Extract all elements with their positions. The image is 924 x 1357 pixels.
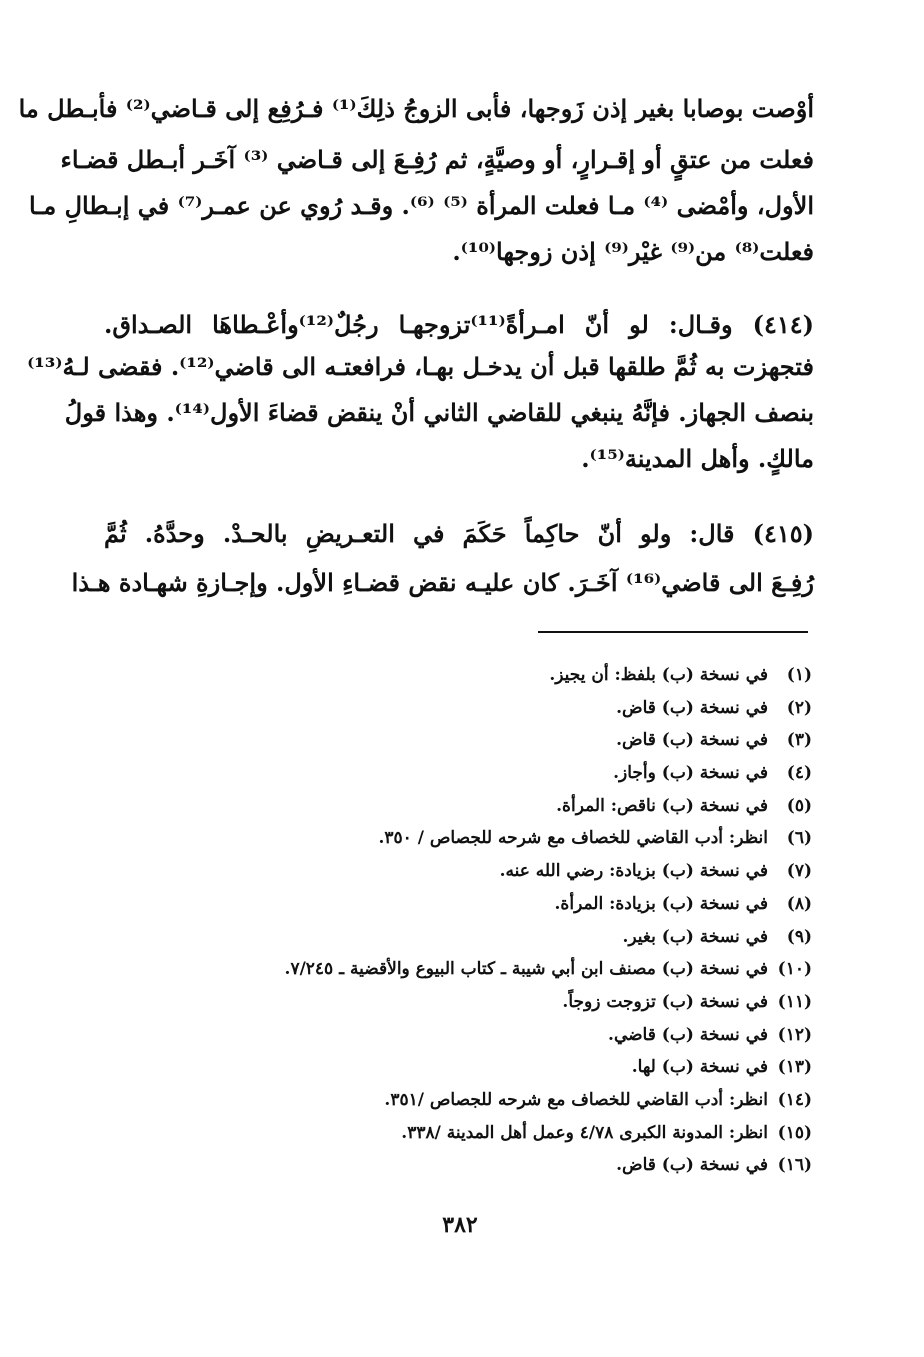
footnote-item (152, 665, 812, 698)
footnote-text: في نسخة (ب) ناقص: المرأة. (556, 795, 768, 816)
footnote-text: في نسخة (ب) قاض. (616, 730, 768, 751)
footnote-text: انظر: أدب القاضي للخصاف مع شرحه للجصاص / ٣٥٠. (378, 828, 768, 849)
footnote-number: (٢) (786, 697, 812, 718)
main-text-line: الأول، وأمْضى ⁽⁴⁾ مـا فعلت المرأة ⁽⁵⁾ ⁽⁶⁾. وقـد رُوي عن عمـر⁽⁷⁾ في إبـطالِ مـا (29, 191, 814, 220)
footnote-text: في نسخة (ب) وأجاز. (613, 763, 768, 784)
footnote-text: في نسخة (ب) مصنف ابن أبي شيبة ـ كتاب البيوع والأقضية ـ ٧/٢٤٥. (284, 959, 768, 980)
footnote-text: في نسخة (ب) بغير. (622, 926, 768, 947)
footnote-item (152, 992, 812, 1025)
footnote-item (152, 796, 812, 829)
main-text-line: فعلت⁽⁸⁾ من⁽⁹⁾ غيْر⁽⁹⁾ إذن زوجها⁽¹⁰⁾. (452, 237, 814, 266)
footnotes-list (152, 665, 812, 1188)
footnote-text: في نسخة (ب) لها. (631, 1057, 768, 1078)
footnote-item (152, 861, 812, 894)
main-text-line: مالكٍ. وأهل المدينة⁽¹⁵⁾. (581, 444, 814, 473)
footnote-item (152, 1090, 812, 1123)
footnote-item (152, 1155, 812, 1188)
footnote-number: (١) (786, 665, 812, 685)
footnote-item (152, 1025, 812, 1058)
footnote-number: (٣) (786, 730, 812, 751)
footnote-text: في نسخة (ب) قاضي. (608, 1024, 768, 1045)
footnote-item (152, 1123, 812, 1156)
footnote-text: في نسخة (ب) بلفظ: أن يجيز. (549, 665, 768, 685)
footnote-item (152, 894, 812, 927)
page-number: ٣٨٢ (442, 1212, 478, 1238)
footnote-text: في نسخة (ب) تزوجت زوجاً. (562, 991, 768, 1012)
footnote-number: (١٥) (777, 1122, 812, 1143)
footnote-text: انظر: أدب القاضي للخصاف مع شرحه للجصاص /٣٥١. (384, 1089, 768, 1110)
footnote-text: انظر: المدونة الكبرى ٤/٧٨ وعمل أهل المدينة /٣٣٨. (401, 1122, 768, 1143)
footnote-number: (٤) (786, 763, 812, 784)
footnote-divider (538, 631, 808, 633)
footnote-item (152, 959, 812, 992)
footnote-number: (٨) (786, 893, 812, 914)
footnote-text: في نسخة (ب) بزيادة: المرأة. (554, 893, 768, 914)
footnote-number: (١٢) (777, 1024, 812, 1045)
main-text-line: رُفِـعَ الى قاضي⁽¹⁶⁾ آخَـرَ. كان عليـه نقض قضـاءِ الأول. وإجـازةِ شهـادة هـذا (71, 568, 814, 597)
main-text-line: أوْصت بوصابا بغير إذن زَوجها، فأبى الزوجُ ذلِكَ⁽¹⁾ فـرُفِع إلى قـاضي⁽²⁾ فأبـطل ما (18, 94, 814, 123)
footnote-number: (٥) (786, 795, 812, 816)
main-text-line: فتجهزت به ثُمَّ طلقها قبل أن يدخـل بهـا، فرافعتـه الى قاضي⁽¹²⁾. فقضى لـهُ⁽¹³⁾ (27, 352, 814, 381)
main-text-line: فعلت من عتقٍ أو إقـرارٍ، أو وصيَّةٍ، ثم رُفِـعَ إلى قـاضي ⁽³⁾ آخَـر أبـطل قضـاء (60, 145, 814, 174)
footnote-item (152, 828, 812, 861)
paragraph-414-line: (٤١٤) وقـال: لو أنّ امـرأةً⁽¹¹⁾تزوجهـا رجُلٌ⁽¹²⁾وأعْـطاهَا الصـداق. (104, 310, 814, 339)
footnote-text: في نسخة (ب) بزيادة: رضي الله عنه. (499, 861, 768, 882)
footnote-text: في نسخة (ب) قاض. (616, 697, 768, 718)
footnote-item (152, 927, 812, 960)
footnote-text: في نسخة (ب) قاض. (616, 1155, 768, 1176)
footnote-number: (٧) (786, 861, 812, 882)
footnote-number: (١٣) (777, 1057, 812, 1078)
footnote-item (152, 763, 812, 796)
main-text-line: بنصف الجهاز. فإنَّهُ ينبغي للقاضي الثاني أنْ ينقض قضاءَ الأول⁽¹⁴⁾. وهذا قولُ (64, 398, 814, 427)
footnote-number: (١٠) (777, 959, 812, 980)
footnote-item (152, 730, 812, 763)
footnote-number: (١٤) (777, 1089, 812, 1110)
footnote-item (152, 1057, 812, 1090)
footnote-number: (٦) (786, 828, 812, 849)
paragraph-415-line: (٤١٥) قال: ولو أنّ حاكِماً حَكَمَ في التعـريضِ بالحـدْ. وحدَّهُ. ثُمَّ (104, 519, 814, 548)
footnote-number: (١١) (777, 991, 812, 1012)
footnote-number: (٩) (786, 926, 812, 947)
footnote-number: (١٦) (777, 1155, 812, 1176)
footnote-item (152, 698, 812, 731)
